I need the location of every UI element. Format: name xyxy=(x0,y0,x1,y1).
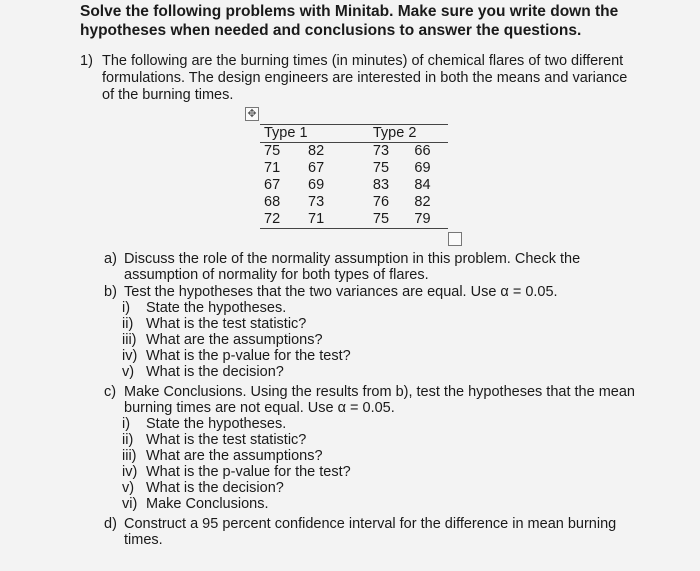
question-d-label: d) xyxy=(104,516,117,532)
question-a-line2: assumption of normality for both types of flares. xyxy=(124,267,429,283)
table-cell: 66 xyxy=(414,143,431,159)
list-item: i) State the hypotheses. xyxy=(122,300,287,316)
table-row xyxy=(260,177,448,194)
table-cell: 69 xyxy=(414,160,431,176)
question-b-label: b) xyxy=(104,284,117,300)
table-row xyxy=(260,143,448,161)
question-c-line1: Make Conclusions. Using the results from b), test the hypotheses that the mean xyxy=(124,384,635,400)
question-d xyxy=(104,516,664,548)
table-cell: 67 xyxy=(264,177,281,193)
header-type-1: Type 1 xyxy=(260,125,361,143)
table-cell: 68 xyxy=(264,194,281,210)
list-item: i) State the hypotheses. xyxy=(122,416,287,432)
table-cell: 75 xyxy=(372,160,390,176)
table-header-row xyxy=(260,125,448,143)
table-cell: 83 xyxy=(372,177,390,193)
question-c-label: c) xyxy=(104,384,117,400)
table-cell: 72 xyxy=(260,211,294,229)
list-item: vi) Make Conclusions. xyxy=(122,496,269,512)
problem-text: The following are the burning times (in minutes) of chemical flares of two different formulations. The design engineers are interested in both the means and variance of the burning times. xyxy=(102,53,628,103)
table-cell: 84 xyxy=(414,177,431,193)
table-cell: 73 xyxy=(308,194,325,210)
problem-number: 1) xyxy=(80,53,93,69)
list-item: iv) What is the p-value for the test? xyxy=(122,348,351,364)
question-a-line1: Discuss the role of the normality assumption in this problem. Check the xyxy=(124,251,581,267)
burning-times-table xyxy=(260,124,448,229)
table-cell: 71 xyxy=(264,160,281,176)
question-a-label: a) xyxy=(104,251,117,267)
question-c xyxy=(104,384,664,416)
question-d-line1: Construct a 95 percent confidence interval for the difference in mean burning xyxy=(124,516,617,532)
list-item: iii) What are the assumptions? xyxy=(122,448,323,464)
table-cell: 67 xyxy=(308,160,325,176)
table-cell: 82 xyxy=(414,194,431,210)
table-move-handle-icon[interactable]: ✥ xyxy=(245,107,259,121)
table-cell: 73 xyxy=(372,143,390,159)
question-d-line2: times. xyxy=(124,532,163,548)
header-type-2: Type 2 xyxy=(361,125,448,143)
instructions-heading: Solve the following problems with Minitab. Make sure you write down the hypotheses when needed and conclusions to answer the questions. xyxy=(80,3,619,39)
list-item: ii) What is the test statistic? xyxy=(122,316,307,332)
table-cell: 79 xyxy=(406,211,448,229)
question-b xyxy=(104,284,664,300)
table-cell: 76 xyxy=(372,194,390,210)
question-b-line1: Test the hypotheses that the two variances are equal. Use α = 0.05. xyxy=(124,284,558,300)
table-row xyxy=(260,211,448,229)
table-row xyxy=(260,160,448,177)
question-c-line2: burning times are not equal. Use α = 0.05. xyxy=(124,400,395,416)
table-cell: 75 xyxy=(264,143,281,159)
list-item: v) What is the decision? xyxy=(122,480,284,496)
list-item: iv) What is the p-value for the test? xyxy=(122,464,351,480)
table-cell: 82 xyxy=(308,143,325,159)
question-a xyxy=(104,251,664,283)
table-cell: 69 xyxy=(308,177,325,193)
table-resize-handle-icon[interactable] xyxy=(448,232,462,246)
table-cell: 75 xyxy=(361,211,407,229)
list-item: iii) What are the assumptions? xyxy=(122,332,323,348)
table-cell: 71 xyxy=(294,211,361,229)
table-row xyxy=(260,194,448,211)
list-item: v) What is the decision? xyxy=(122,364,284,380)
list-item: ii) What is the test statistic? xyxy=(122,432,307,448)
